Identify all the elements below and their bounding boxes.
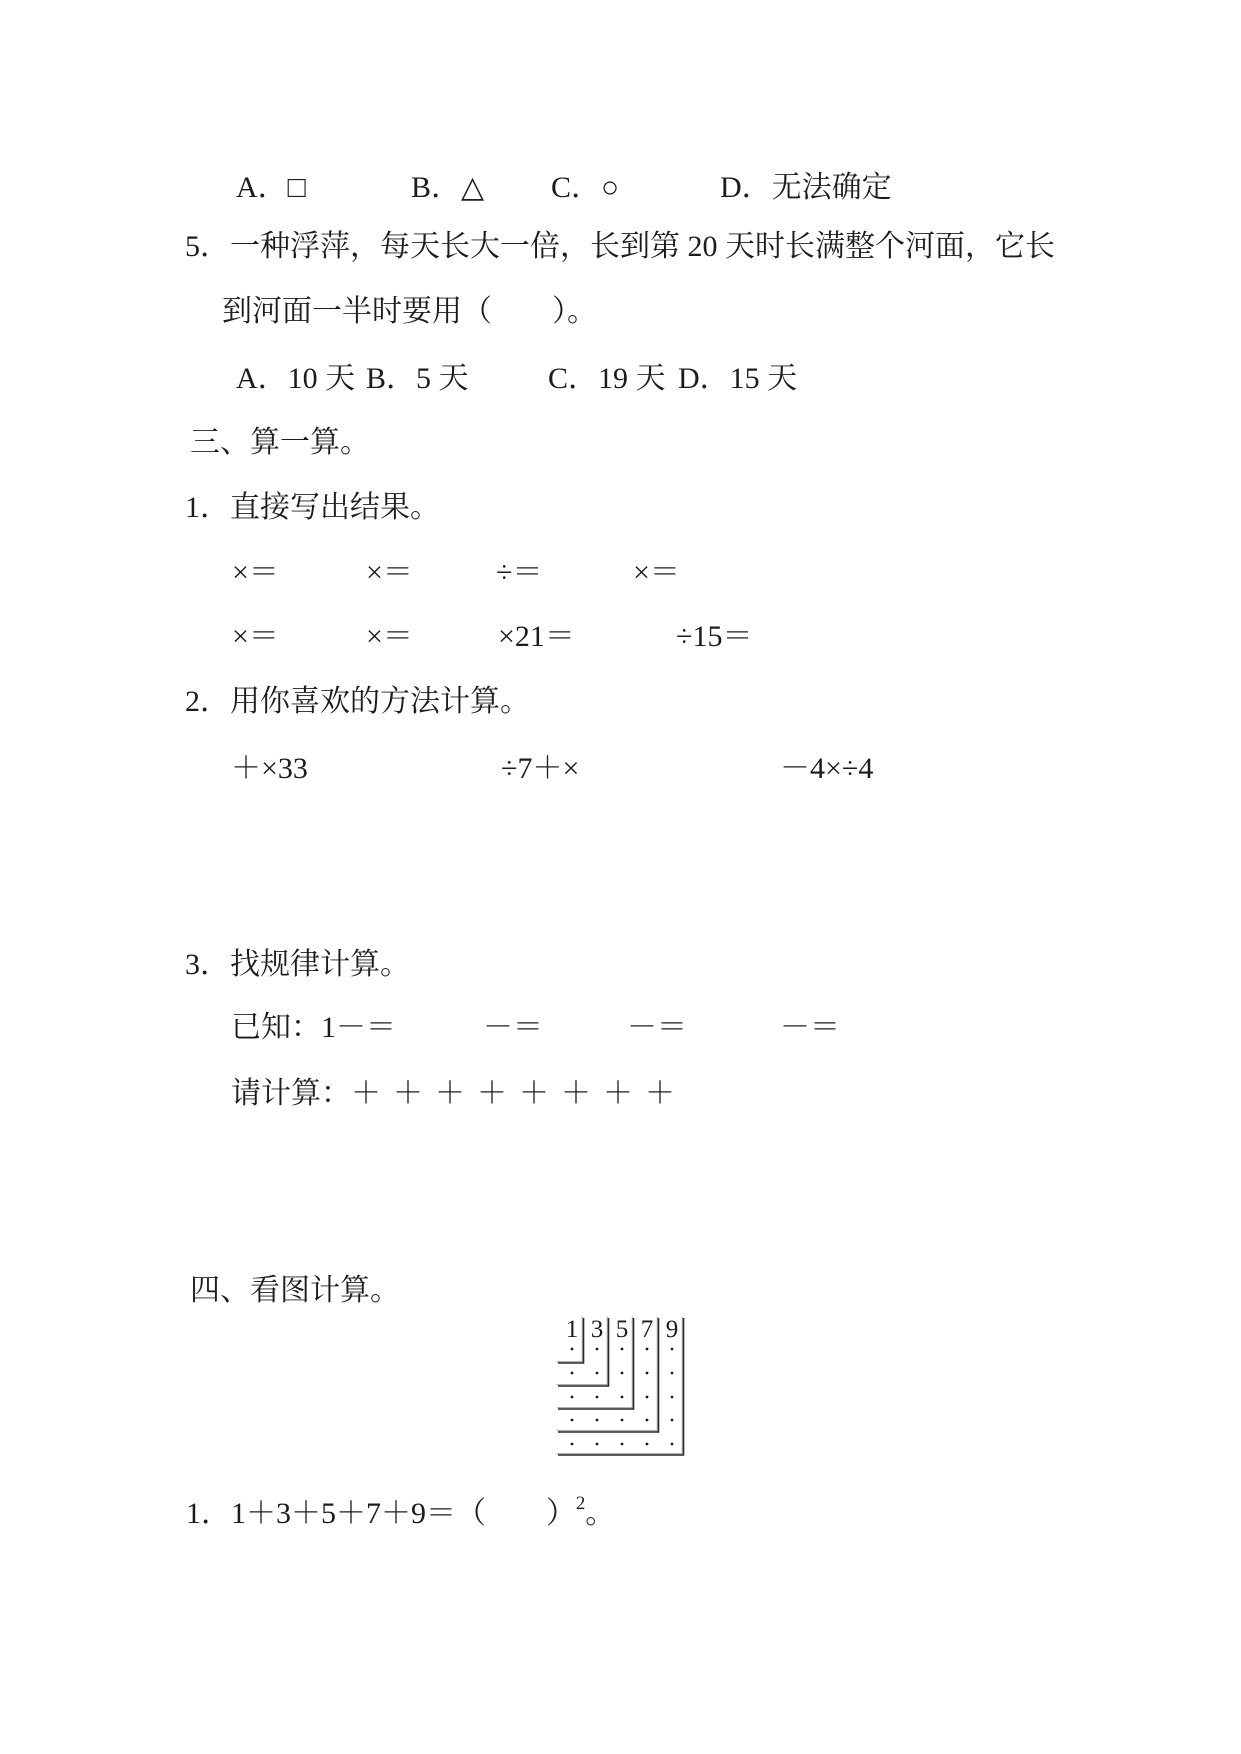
method-expr-3: －4×÷4: [780, 752, 874, 785]
q1-prefix: 1．1＋3＋5＋7＋9＝（ ）: [186, 1497, 576, 1530]
known-expr-3: －＝: [627, 1011, 687, 1044]
calc-row2-expr-3: ×21＝: [498, 620, 575, 653]
section-3-item-3-title: 3．找规律计算。: [185, 948, 410, 981]
q1-equation: [186, 1493, 616, 1530]
calc-row2-expr-4: ÷15＝: [676, 620, 753, 653]
known-expr-1: 已知：1－＝: [231, 1011, 396, 1044]
diagram-label-1: 1: [565, 1316, 579, 1343]
q5-option-b: B．5 天: [366, 362, 469, 395]
section-3-item-2-title: 2．用你喜欢的方法计算。: [185, 685, 530, 718]
compute-label: 请计算：: [231, 1077, 351, 1110]
section-3-title: 三、算一算。: [190, 426, 370, 459]
calc-row2-expr-1: ×＝: [232, 620, 279, 653]
question-5-line2: 到河面一半时要用（ ）。: [222, 295, 597, 328]
section-3-item-1-title: 1．直接写出结果。: [185, 491, 440, 524]
calc-row1-expr-4: ×＝: [633, 556, 680, 589]
q4-option-c: C．○: [551, 171, 620, 204]
compute-line: [231, 1079, 687, 1109]
diagram-label-9: 9: [665, 1316, 679, 1343]
q4-option-a: A．□: [236, 171, 306, 204]
q5-option-c: C．19 天: [548, 362, 666, 395]
method-expr-2: ÷7＋×: [501, 752, 580, 785]
q1-suffix: 。: [585, 1497, 616, 1530]
q4-option-d: D．无法确定: [720, 171, 892, 204]
q4-option-b: B．△: [411, 171, 485, 204]
diagram-label-3: 3: [590, 1316, 604, 1343]
diagram-label-5: 5: [615, 1316, 629, 1343]
q5-option-d: D．15 天: [678, 362, 798, 395]
calc-row2-expr-2: ×＝: [366, 620, 413, 653]
compute-sum: ＋＋＋＋＋＋＋＋: [351, 1077, 687, 1110]
q1-superscript: 2: [576, 1493, 586, 1514]
calc-row1-expr-1: ×＝: [232, 556, 279, 589]
q5-option-a: A．10 天: [236, 362, 356, 395]
question-5-line1: 5．一种浮萍，每天长大一倍，长到第 20 天时长满整个河面，它长: [185, 230, 1055, 263]
known-expr-4: －＝: [780, 1011, 840, 1044]
calc-row1-expr-2: ×＝: [366, 556, 413, 589]
diagram-label-7: 7: [640, 1316, 654, 1343]
calc-row1-expr-3: ÷＝: [496, 556, 543, 589]
method-expr-1: ＋×33: [231, 752, 308, 785]
odd-numbers-square-diagram: [549, 1314, 691, 1462]
section-4-title: 四、看图计算。: [190, 1274, 400, 1307]
known-expr-2: －＝: [483, 1011, 543, 1044]
